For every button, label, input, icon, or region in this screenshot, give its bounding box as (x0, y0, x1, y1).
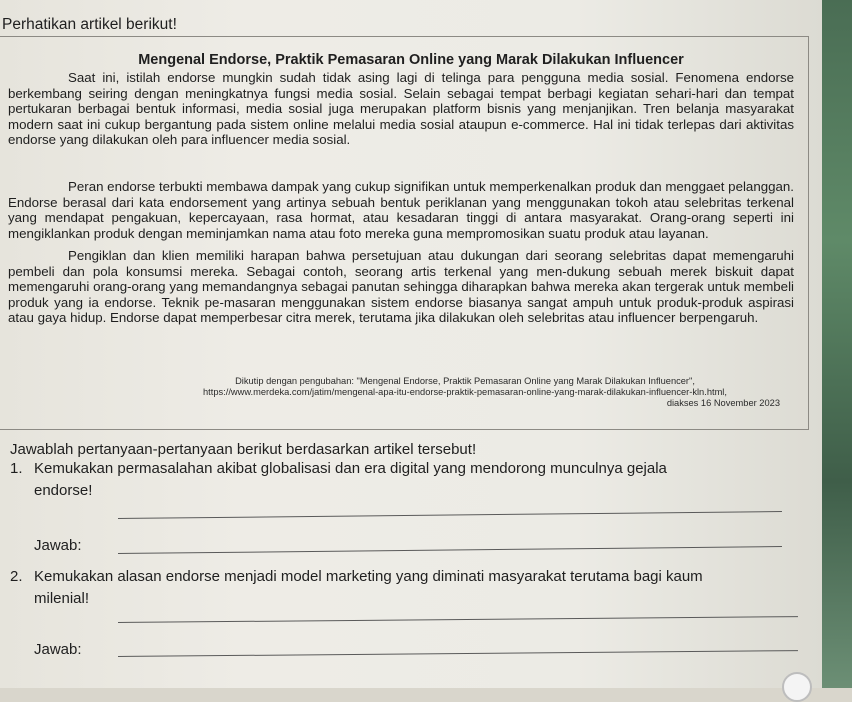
article-paragraph-2-text: Peran endorse terbukti membawa dampak yang cukup signifikan untuk memperkenalkan produk dan menggaet pelanggan. Endorse berasal dari kata endorsement yang artinya sebuah bentuk periklanan yang menggunakan tokoh atau selebritas terkenal yang mendapat pengakuan, kepercayaan, rasa hormat, atau kesadaran tinggi di antara masyarakat. Orang-orang seperti ini mengiklankan produk dengan meminjamkan nama atau foto mereka guna mempromosikan suatu produk atau layanan. (8, 179, 794, 241)
answer-line (118, 650, 798, 657)
binder-ring-icon (782, 672, 812, 702)
question-2-number: 2. (10, 568, 23, 585)
question-1-text-cont: endorse! (34, 482, 93, 499)
question-1-text: Kemukakan permasalahan akibat globalisasi dan era digital yang mendorong munculnya gejala (34, 460, 667, 477)
question-1 (10, 458, 800, 502)
answer-line (118, 616, 798, 623)
article-paragraph-1-text: Saat ini, istilah endorse mungkin sudah tidak asing lagi di telinga para pengguna media sosial. Fenomena endorse berkembang seiring dengan meningkatnya fungsi media sosial. Selain sebagai tempat berbagi kegiatan sehari-hari dan tempat pertukaran berbagai bentuk informasi, media sosial juga merupakan platform bisnis yang menjanjikan. Tren belanja masyarakat modern saat ini cukup bergantung pada sistem online melalui media sosial ataupun e-commerce. Hal ini tidak terlepas dari aktivitas endorse yang dilakukan oleh para influencer media sosial. (8, 70, 794, 148)
article-paragraph-2 (8, 179, 794, 241)
article-title: Mengenal Endorse, Praktik Pemasaran Online yang Marak Dilakukan Influencer (138, 52, 684, 68)
article-paragraph-3-text: Pengiklan dan klien memiliki harapan bahwa persetujuan atau dukungan dari seorang selebritas dapat memengaruhi pembeli dan pola konsumsi mereka. Sebagai contoh, seorang artis terkenal yang men-dukung sebuah merek biskuit dapat memengaruhi orang-orang yang memandangnya sebagai panutan sehingga diharapkan bahwa mereka akan tergerak untuk membeli produk yang ia endorse. Teknik pe-masaran menggunakan sistem endorse biasanya sangat ampuh untuk produk-produk aspirasi atau gaya hidup. Endorse dapat memperbesar citra merek, terutama jika dilakukan oleh selebritas atau influencer berpengaruh. (8, 248, 794, 326)
answer-line (118, 546, 782, 554)
article-paragraph-1 (8, 70, 794, 148)
answer-line (118, 511, 782, 519)
question-2-text: Kemukakan alasan endorse menjadi model marketing yang diminati masyarakat terutama bagi kaum (34, 568, 703, 585)
question-1-number: 1. (10, 460, 23, 477)
question-2 (10, 566, 800, 610)
source-citation: Dikutip dengan pengubahan: "Mengenal Endorse, Praktik Pemasaran Online yang Marak Dilakukan Influencer", https://www.merdeka.com/jatim/mengenal-apa-itu-endorse-praktik-pemasaran-online-yang-marak-dilakukan-influencer-kln.html, (203, 376, 727, 397)
article-paragraph-3 (8, 248, 794, 326)
question-2-answer-label: Jawab: (34, 641, 82, 658)
intro-text: Perhatikan artikel berikut! (2, 16, 177, 33)
source-accessed-date: diakses 16 November 2023 (666, 398, 780, 408)
question-2-text-cont: milenial! (34, 590, 90, 607)
instruction-text: Jawablah pertanyaan-pertanyaan berikut berdasarkan artikel tersebut! (10, 441, 477, 458)
background-edge (822, 0, 852, 688)
article-source (150, 376, 780, 409)
question-1-answer-label: Jawab: (34, 537, 82, 554)
